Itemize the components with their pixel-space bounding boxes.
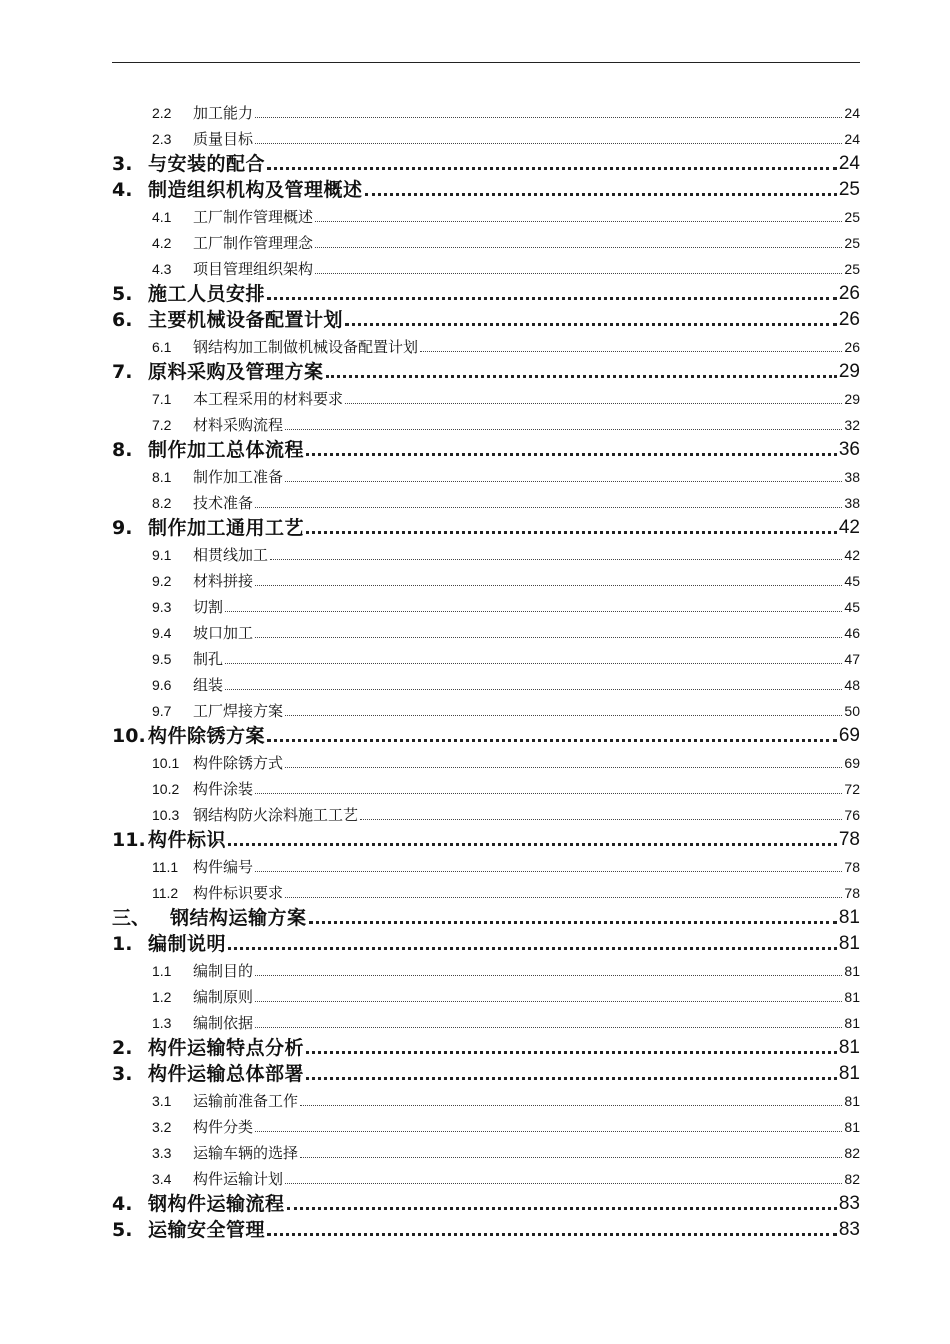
toc-entry[interactable] [0, 957, 860, 983]
toc-entry-number: 3.4 [152, 1171, 172, 1187]
toc-dot-leader [285, 481, 842, 482]
toc-entry-number: 6.1 [152, 339, 172, 355]
toc-dot-leader [267, 1233, 837, 1236]
toc-entry-page: 81 [838, 933, 860, 954]
toc-entry-page: 82 [844, 1145, 860, 1161]
toc-entry[interactable] [0, 307, 860, 333]
toc-entry[interactable] [0, 749, 860, 775]
toc-entry-title: 制作加工总体流程 [148, 439, 305, 461]
toc-entry-page: 83 [838, 1193, 860, 1214]
toc-entry-number: 1.1 [152, 963, 172, 979]
toc-entry-title: 相贯线加工 [193, 546, 269, 564]
toc-entry[interactable] [0, 1061, 860, 1087]
toc-entry-number: 4.3 [152, 261, 172, 277]
toc-dot-leader [326, 375, 837, 378]
toc-entry-page: 76 [844, 807, 860, 823]
toc-dot-leader [300, 1157, 842, 1158]
toc-entry-page: 38 [844, 469, 860, 485]
toc-entry-title: 质量目标 [193, 130, 254, 148]
toc-entry-title: 项目管理组织架构 [193, 260, 314, 278]
toc-entry-number: 2.2 [152, 105, 172, 121]
toc-dot-leader [315, 247, 842, 248]
toc-entry-title: 材料拼接 [193, 572, 254, 590]
toc-entry-title: 构件运输总体部署 [148, 1063, 305, 1085]
toc-entry[interactable] [0, 99, 860, 125]
toc-dot-leader [255, 143, 842, 144]
toc-entry-page: 36 [838, 439, 860, 460]
toc-dot-leader [315, 273, 842, 274]
toc-entry-page: 81 [844, 1093, 860, 1109]
toc-dot-leader [228, 843, 837, 846]
toc-entry[interactable] [0, 515, 860, 541]
toc-entry-page: 81 [844, 1119, 860, 1135]
toc-entry-number: 3.2 [152, 1119, 172, 1135]
toc-dot-leader [285, 429, 842, 430]
toc-entry-page: 81 [844, 963, 860, 979]
toc-entry[interactable] [0, 125, 860, 151]
toc-entry-page: 78 [844, 859, 860, 875]
toc-entry-title: 制作加工准备 [193, 468, 284, 486]
toc-entry-number: 三、 [112, 907, 151, 929]
toc-entry-number: 10.3 [152, 807, 180, 823]
toc-entry-title: 编制目的 [193, 962, 254, 980]
toc-entry-number: 4. [112, 1193, 133, 1215]
toc-dot-leader [309, 921, 837, 924]
toc-entry[interactable] [0, 411, 860, 437]
toc-entry-title: 钢结构运输方案 [170, 907, 307, 929]
toc-entry[interactable] [0, 229, 860, 255]
toc-dot-leader [345, 403, 842, 404]
toc-entry[interactable] [0, 931, 860, 957]
toc-entry-number: 4.1 [152, 209, 172, 225]
toc-entry-title: 制孔 [193, 650, 224, 668]
toc-entry-page: 25 [844, 209, 860, 225]
toc-entry-page: 45 [844, 573, 860, 589]
toc-dot-leader [225, 663, 842, 664]
toc-entry-title: 切割 [193, 598, 224, 616]
toc-entry-title: 原料采购及管理方案 [148, 361, 324, 383]
toc-entry[interactable] [0, 177, 860, 203]
toc-entry-title: 本工程采用的材料要求 [193, 390, 344, 408]
toc-entry-title: 编制说明 [148, 933, 227, 955]
toc-entry-page: 72 [844, 781, 860, 797]
toc-entry-title: 与安装的配合 [148, 153, 266, 175]
toc-entry-number: 1.2 [152, 989, 172, 1005]
toc-dot-leader [285, 1183, 842, 1184]
toc-entry-title: 编制依据 [193, 1014, 254, 1032]
toc-entry-number: 7.1 [152, 391, 172, 407]
toc-entry-number: 5. [112, 1219, 133, 1241]
toc-entry[interactable] [0, 697, 860, 723]
toc-entry-page: 32 [844, 417, 860, 433]
toc-entry-title: 钢结构加工制做机械设备配置计划 [193, 338, 419, 356]
toc-entry[interactable] [0, 1165, 860, 1191]
toc-entry-page: 46 [844, 625, 860, 641]
toc-dot-leader [306, 1051, 837, 1054]
toc-entry[interactable] [0, 775, 860, 801]
table-of-contents [0, 99, 950, 1243]
toc-entry-number: 1. [112, 933, 133, 955]
toc-entry-title: 制造组织机构及管理概述 [148, 179, 363, 201]
toc-entry-page: 45 [844, 599, 860, 615]
toc-dot-leader [300, 1105, 842, 1106]
toc-entry[interactable] [0, 463, 860, 489]
toc-entry-title: 构件分类 [193, 1118, 254, 1136]
toc-entry[interactable] [0, 359, 860, 385]
toc-entry[interactable] [0, 541, 860, 567]
toc-dot-leader [345, 323, 837, 326]
toc-entry-page: 29 [844, 391, 860, 407]
toc-entry[interactable] [0, 827, 860, 853]
toc-dot-leader [225, 689, 842, 690]
toc-entry-number: 1.3 [152, 1015, 172, 1031]
toc-entry[interactable] [0, 853, 860, 879]
toc-entry-number: 9.1 [152, 547, 172, 563]
toc-entry-page: 29 [838, 361, 860, 382]
toc-entry-title: 构件除锈方案 [148, 725, 266, 747]
toc-dot-leader [360, 819, 842, 820]
toc-entry-page: 26 [838, 283, 860, 304]
toc-entry[interactable] [0, 567, 860, 593]
toc-dot-leader [285, 767, 842, 768]
toc-entry-number: 3.1 [152, 1093, 172, 1109]
toc-entry-title: 工厂制作管理概述 [193, 208, 314, 226]
toc-entry-number: 9. [112, 517, 133, 539]
toc-entry[interactable] [0, 983, 860, 1009]
toc-entry-number: 3. [112, 153, 133, 175]
toc-dot-leader [285, 897, 842, 898]
toc-entry[interactable] [0, 905, 860, 931]
toc-entry-title: 制作加工通用工艺 [148, 517, 305, 539]
toc-entry-page: 26 [838, 309, 860, 330]
toc-entry-number: 2.3 [152, 131, 172, 147]
toc-entry-page: 24 [844, 131, 860, 147]
toc-entry[interactable] [0, 203, 860, 229]
toc-entry[interactable] [0, 1087, 860, 1113]
toc-entry-number: 9.5 [152, 651, 172, 667]
toc-dot-leader [255, 1027, 842, 1028]
toc-entry-number: 3. [112, 1063, 133, 1085]
toc-entry-page: 50 [844, 703, 860, 719]
toc-entry-page: 25 [844, 235, 860, 251]
toc-dot-leader [285, 715, 842, 716]
toc-entry-title: 施工人员安排 [148, 283, 266, 305]
toc-entry[interactable] [0, 723, 860, 749]
toc-entry-number: 6. [112, 309, 133, 331]
toc-entry-page: 81 [838, 1037, 860, 1058]
toc-dot-leader [270, 559, 842, 560]
toc-entry-title: 构件运输特点分析 [148, 1037, 305, 1059]
toc-entry-number: 7.2 [152, 417, 172, 433]
toc-entry-page: 26 [844, 339, 860, 355]
toc-entry-page: 69 [844, 755, 860, 771]
toc-entry[interactable] [0, 151, 860, 177]
toc-entry-number: 9.4 [152, 625, 172, 641]
toc-entry-number: 11.1 [152, 859, 179, 875]
toc-entry[interactable] [0, 1113, 860, 1139]
toc-entry[interactable] [0, 671, 860, 697]
toc-entry[interactable] [0, 801, 860, 827]
toc-entry-number: 4.2 [152, 235, 172, 251]
toc-entry-number: 9.6 [152, 677, 172, 693]
toc-dot-leader [306, 453, 837, 456]
toc-entry-title: 构件标识 [148, 829, 227, 851]
toc-dot-leader [267, 297, 837, 300]
toc-entry[interactable] [0, 593, 860, 619]
toc-entry-title: 钢结构防火涂料施工工艺 [193, 806, 359, 824]
toc-entry-title: 构件编号 [193, 858, 254, 876]
toc-dot-leader [267, 167, 837, 170]
toc-entry-number: 8.1 [152, 469, 172, 485]
toc-entry-title: 组装 [193, 676, 224, 694]
toc-entry-title: 主要机械设备配置计划 [148, 309, 344, 331]
toc-entry-page: 69 [838, 725, 860, 746]
toc-entry-title: 运输车辆的选择 [193, 1144, 299, 1162]
toc-dot-leader [420, 351, 842, 352]
toc-entry-page: 42 [838, 517, 860, 538]
toc-entry-number: 9.2 [152, 573, 172, 589]
toc-entry-page: 48 [844, 677, 860, 693]
toc-entry-title: 技术准备 [193, 494, 254, 512]
toc-entry[interactable] [0, 255, 860, 281]
toc-dot-leader [255, 637, 842, 638]
toc-dot-leader [255, 871, 842, 872]
toc-entry[interactable] [0, 1139, 860, 1165]
toc-entry-number: 8. [112, 439, 133, 461]
toc-entry[interactable] [0, 489, 860, 515]
toc-entry-number: 11. [112, 829, 146, 851]
toc-dot-leader [287, 1207, 837, 1210]
toc-entry-number: 3.3 [152, 1145, 172, 1161]
toc-entry-page: 82 [844, 1171, 860, 1187]
toc-entry-number: 5. [112, 283, 133, 305]
toc-entry-page: 25 [838, 179, 860, 200]
toc-entry-page: 42 [844, 547, 860, 563]
toc-entry-title: 编制原则 [193, 988, 254, 1006]
toc-entry-page: 81 [838, 1063, 860, 1084]
toc-entry-title: 钢构件运输流程 [148, 1193, 285, 1215]
toc-entry-title: 坡口加工 [193, 624, 254, 642]
toc-entry-number: 10.1 [152, 755, 180, 771]
toc-entry-page: 83 [838, 1219, 860, 1240]
toc-entry-number: 9.7 [152, 703, 172, 719]
toc-dot-leader [315, 221, 842, 222]
toc-dot-leader [306, 531, 837, 534]
toc-entry-number: 11.2 [152, 885, 179, 901]
toc-dot-leader [255, 793, 842, 794]
toc-dot-leader [225, 611, 842, 612]
toc-dot-leader [255, 117, 842, 118]
toc-entry[interactable] [0, 1035, 860, 1061]
toc-entry-page: 24 [838, 153, 860, 174]
toc-entry[interactable] [0, 385, 860, 411]
toc-entry-title: 构件除锈方式 [193, 754, 284, 772]
toc-entry[interactable] [0, 879, 860, 905]
toc-dot-leader [255, 1131, 842, 1132]
toc-entry-number: 10.2 [152, 781, 180, 797]
toc-dot-leader [255, 975, 842, 976]
toc-dot-leader [306, 1077, 837, 1080]
toc-dot-leader [255, 507, 842, 508]
toc-entry-title: 构件运输计划 [193, 1170, 284, 1188]
toc-entry-page: 81 [844, 989, 860, 1005]
toc-entry-page: 25 [844, 261, 860, 277]
toc-entry-page: 78 [844, 885, 860, 901]
toc-entry-title: 构件标识要求 [193, 884, 284, 902]
toc-entry-title: 运输安全管理 [148, 1219, 266, 1241]
toc-entry[interactable] [0, 437, 860, 463]
toc-entry-title: 构件涂装 [193, 780, 254, 798]
toc-entry-page: 24 [844, 105, 860, 121]
toc-entry-number: 7. [112, 361, 133, 383]
toc-entry[interactable] [0, 1217, 860, 1243]
toc-entry-title: 工厂制作管理理念 [193, 234, 314, 252]
toc-entry[interactable] [0, 281, 860, 307]
toc-entry-number: 10. [112, 725, 146, 747]
toc-dot-leader [365, 193, 837, 196]
toc-dot-leader [255, 1001, 842, 1002]
toc-entry[interactable] [0, 1191, 860, 1217]
toc-entry-page: 81 [844, 1015, 860, 1031]
toc-entry-number: 2. [112, 1037, 133, 1059]
header-rule [112, 62, 860, 63]
toc-entry-title: 加工能力 [193, 104, 254, 122]
toc-entry-page: 47 [844, 651, 860, 667]
toc-dot-leader [228, 947, 837, 950]
toc-entry[interactable] [0, 1009, 860, 1035]
toc-entry-title: 工厂焊接方案 [193, 702, 284, 720]
toc-entry-title: 材料采购流程 [193, 416, 284, 434]
toc-dot-leader [255, 585, 842, 586]
toc-entry-page: 81 [838, 907, 860, 928]
toc-entry-number: 8.2 [152, 495, 172, 511]
toc-entry-title: 运输前准备工作 [193, 1092, 299, 1110]
toc-entry-number: 4. [112, 179, 133, 201]
toc-dot-leader [267, 739, 837, 742]
toc-entry-page: 78 [838, 829, 860, 850]
toc-entry-page: 38 [844, 495, 860, 511]
toc-entry[interactable] [0, 619, 860, 645]
toc-entry[interactable] [0, 333, 860, 359]
toc-entry-number: 9.3 [152, 599, 172, 615]
toc-entry[interactable] [0, 645, 860, 671]
